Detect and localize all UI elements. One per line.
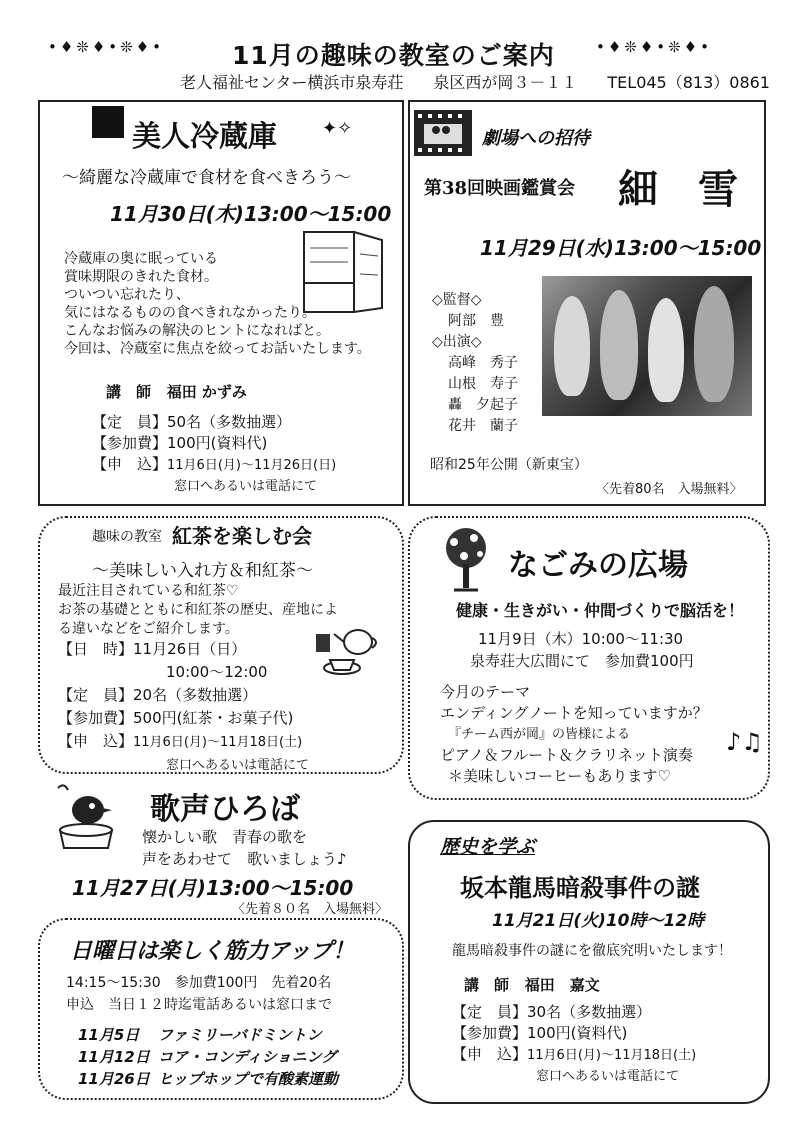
fridge-body-line: ついつい忘れたり、 [64,287,190,303]
date-label: 【日 時】 [58,640,134,658]
schedule-date: 11月5日 [78,1026,140,1044]
tea-prefix: 趣味の教室 [92,529,162,545]
history-lecturer [464,974,600,995]
lecturer-label: 講 師 [106,383,152,401]
fee-row [92,433,336,454]
schedule-item [78,1068,338,1090]
movie-release: 昭和25年公開（新東宝） [430,457,588,473]
tea-body-line: お茶の基礎とともに和紅茶の歴史、産地によ [58,602,338,618]
fee-label: 【参加費】 [452,1024,528,1042]
history-datetime: 11月21日(火)10時～12時 [492,911,705,931]
group-text: 『チーム西が岡』の皆様による [448,727,631,742]
history-label: 歴史を学ぶ [440,836,536,858]
movie-credits [432,290,518,437]
header-ornament-right: •♦❊♦•❊♦• [596,38,713,56]
apply-row [452,1044,696,1066]
movie-note: 〈先着80名 入場無料〉 [596,482,743,497]
org-name: 老人福祉センター横浜市泉寿荘 [180,73,404,92]
schedule-item [78,1024,338,1046]
song-datetime: 11月27日(月)13:00～15:00 [72,876,354,900]
fridge-details [92,412,336,497]
director-label: ◇監督◇ [432,292,482,308]
song-note: 〈先着８０名 入場無料〉 [232,902,389,917]
teapot-icon [312,620,382,680]
bird-on-stump-icon [50,780,122,850]
schedule-name: ファミリーバドミントン [158,1026,322,1044]
sunday-info1: 14:15～15:30 参加費100円 先着20名 [66,975,332,991]
tea-body [58,582,338,639]
apply-note: 窓口へあるいは電話にて [166,758,310,773]
header-ornament-left: •♦❊♦•❊♦• [48,38,165,56]
film-strip-icon [414,110,472,156]
lecturer-label: 講 師 [464,976,510,994]
org-tel: TEL045（813）0861 [607,73,770,92]
capacity-value: 30名（多数抽選） [527,1003,652,1021]
fridge-subtitle: ～綺麗な冷蔵庫で食材を食べきろう～ [62,168,351,188]
fridge-body-line: 気にはなるものの食べきれなかったり。 [64,305,316,321]
org-location: 泉区西が岡３－１１ [433,73,578,92]
cast-member: 山根 寿子 [448,376,518,392]
music-notes-icon: ♪♫ [726,728,763,756]
apply-note: 窓口へあるいは電話にて [174,479,318,494]
movie-title: 細 雪 [618,166,738,213]
director-name: 阿部 豊 [448,313,504,329]
time-value: 10:00～12:00 [166,663,268,681]
apply-value: 11月6日(月)～11月26日(日) [167,458,337,473]
tea-title: 紅茶を楽しむ会 [172,524,312,548]
fee-value: 100円(資料代) [167,434,268,452]
tree-icon [434,526,498,592]
fee-label: 【参加費】 [58,709,134,727]
header-address [180,70,770,93]
fridge-body [64,250,371,358]
apply-value: 11月6日(月)～11月18日(土) [527,1048,697,1063]
apply-value: 11月6日(月)～11月18日(土) [133,735,303,750]
fridge-body-line: こんなお悩みの解決のヒントになればと。 [64,323,330,339]
cast-member: 花井 蘭子 [448,418,518,434]
tea-subtitle: ～美味しい入れ方＆和紅茶～ [92,561,313,581]
capacity-label: 【定 員】 [58,686,134,704]
fee-row [452,1023,696,1044]
fridge-datetime: 11月30日(木)13:00～15:00 [110,202,392,226]
schedule-date: 11月26日 [78,1070,150,1088]
fee-value: 500円(紅茶・お菓子代) [133,709,294,727]
capacity-label: 【定 員】 [92,413,168,431]
sunday-schedule [78,1024,338,1090]
song-title: 歌声ひろば [150,792,300,827]
sunday-info2: 申込 当日１２時迄電話あるいは窓口まで [66,997,332,1013]
history-details [452,1002,696,1087]
history-desc: 龍馬暗殺事件の謎にを徹底究明いたします！ [452,943,732,959]
apply-row [92,454,336,476]
date-value: 11月26日（日） [133,640,247,658]
fee-row [58,707,309,730]
capacity-row [58,684,309,707]
cast-member: 轟 夕起子 [448,397,518,413]
fridge-lecturer [106,381,247,402]
schedule-item [78,1046,338,1068]
tea-details [58,638,309,777]
song-line1: 懐かしい歌 青春の歌を [142,828,308,846]
apply-label: 【申 込】 [58,732,134,750]
lecturer-name: 福田 嘉文 [524,976,600,994]
capacity-row [92,412,336,433]
theme-label: 今月のテーマ [440,683,531,701]
capacity-value: 20名（多数抽選） [133,686,258,704]
capacity-label: 【定 員】 [452,1003,528,1021]
fridge-body-line: 賞味期限のきれた食材。 [64,269,218,285]
apply-row [58,730,309,754]
history-title: 坂本龍馬暗殺事件の謎 [460,874,700,902]
sunday-title: 日曜日は楽しく筋力アップ！ [70,939,355,964]
black-square-mark [92,106,124,138]
page-title: 11月の趣味の教室のご案内 [232,41,555,70]
movie-invite: 劇場への招待 [482,128,590,149]
coffee-text: ＊美味しいコーヒーもあります♡ [448,767,671,785]
schedule-name: コア・コンディショニング [158,1048,337,1066]
nagomi-title: なごみの広場 [508,548,688,583]
theme-text: エンディングノートを知っていますか？ [440,704,708,722]
fee-value: 100円(資料代) [527,1024,628,1042]
apply-note: 窓口へあるいは電話にて [536,1069,680,1084]
sparkle-icon: ✦✧ [322,118,353,139]
capacity-row [452,1002,696,1023]
song-line2: 声をあわせて 歌いましょう♪ [142,850,347,868]
fridge-title: 美人冷蔵庫 [132,119,278,153]
movie-still-photo [542,276,752,416]
nagomi-place: 泉寿荘大広間にて 参加費100円 [470,652,694,670]
schedule-date: 11月12日 [78,1048,150,1066]
apply-label: 【申 込】 [452,1045,528,1063]
date-row [58,638,309,661]
nagomi-slogan: 健康・生きがい・仲間づくりで脳活を！ [456,601,745,620]
music-text: ピアノ＆フルート＆クラリネット演奏 [440,746,693,764]
nagomi-theme-block [440,682,708,787]
movie-event: 第38回映画鑑賞会 [424,178,576,199]
fridge-body-line: 冷蔵庫の奥に眠っている [64,251,218,267]
cast-member: 高峰 秀子 [448,355,518,371]
schedule-name: ヒップホップで有酸素運動 [158,1070,339,1088]
apply-label: 【申 込】 [92,455,168,473]
tea-body-line: 最近注目されている和紅茶♡ [58,583,239,599]
movie-datetime: 11月29日(水)13:00～15:00 [480,236,762,260]
tea-body-line: る違いなどをご紹介します。 [58,621,239,637]
nagomi-datetime: 11月9日（木）10:00～11:30 [478,630,684,648]
fee-label: 【参加費】 [92,434,168,452]
capacity-value: 50名（多数抽選） [167,413,292,431]
cast-label: ◇出演◇ [432,334,482,350]
fridge-body-line: 今回は、冷蔵室に焦点を絞ってお話いたします。 [64,341,371,357]
lecturer-name: 福田 かずみ [166,383,247,401]
